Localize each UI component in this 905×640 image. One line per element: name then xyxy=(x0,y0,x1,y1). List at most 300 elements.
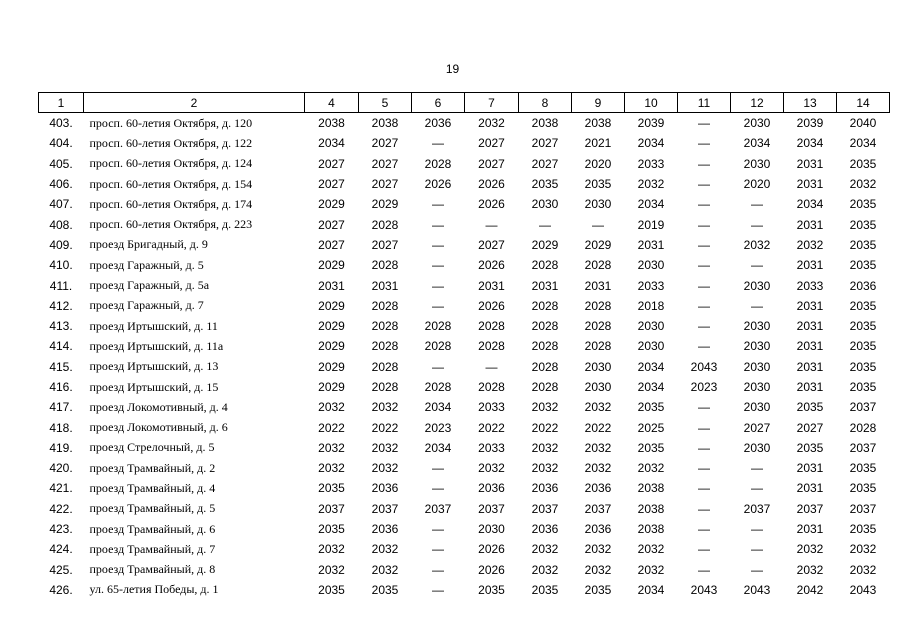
year-cell: 2032 xyxy=(371,562,399,577)
address-cell: просп. 60-летия Октября, д. 120 xyxy=(89,115,253,130)
year-cell: 2035 xyxy=(318,481,345,496)
year-cell: 2031 xyxy=(796,339,824,354)
year-cell: 2032 xyxy=(796,542,824,557)
year-cell: 2032 xyxy=(584,562,612,577)
year-cell: 2030 xyxy=(743,359,771,374)
year-cell: 2035 xyxy=(849,339,877,354)
year-cell: 2035 xyxy=(849,258,877,273)
table-row xyxy=(39,275,890,295)
year-cell: — xyxy=(432,298,444,313)
year-cell: 2032 xyxy=(371,542,399,557)
year-cell: 2036 xyxy=(849,278,877,293)
year-cell: 2030 xyxy=(584,197,612,212)
year-cell: — xyxy=(698,461,710,476)
table-row xyxy=(39,438,890,458)
year-cell: — xyxy=(432,136,444,151)
year-cell: 2028 xyxy=(371,258,399,273)
table-row xyxy=(39,560,890,580)
year-cell: 2032 xyxy=(743,237,771,252)
year-cell: 2026 xyxy=(478,177,505,192)
year-cell: 2037 xyxy=(424,501,452,516)
year-cell: 2028 xyxy=(371,217,399,232)
table-row xyxy=(39,519,890,539)
column-header-4: 5 xyxy=(359,93,412,113)
year-cell: 2034 xyxy=(637,136,665,151)
year-cell: 2031 xyxy=(478,278,505,293)
year-cell: 2022 xyxy=(318,420,345,435)
row-number: 426. xyxy=(49,582,73,597)
year-cell: 2035 xyxy=(849,237,877,252)
year-cell: — xyxy=(432,461,444,476)
year-cell: — xyxy=(432,522,444,537)
row-number: 412. xyxy=(49,298,73,313)
year-cell: 2032 xyxy=(584,542,612,557)
year-cell: 2032 xyxy=(478,116,505,131)
year-cell: — xyxy=(698,177,710,192)
year-cell: 2025 xyxy=(637,420,665,435)
year-cell: 2028 xyxy=(531,380,559,394)
year-cell: — xyxy=(698,542,710,557)
row-number: 407. xyxy=(49,197,73,212)
address-cell: просп. 60-летия Октября, д. 122 xyxy=(89,135,253,150)
year-cell: 2035 xyxy=(849,522,877,537)
year-cell: 2038 xyxy=(371,116,399,131)
year-cell: — xyxy=(698,237,710,252)
table-row xyxy=(39,357,890,377)
year-cell: 2018 xyxy=(637,298,665,313)
year-cell: 2032 xyxy=(371,440,399,455)
year-cell: 2031 xyxy=(796,298,824,313)
table-row xyxy=(39,113,890,134)
year-cell: 2032 xyxy=(796,562,824,577)
table-row xyxy=(39,316,890,336)
year-cell: 2033 xyxy=(478,400,505,415)
year-cell: 2032 xyxy=(531,562,559,577)
year-cell: 2035 xyxy=(849,197,877,212)
row-number: 416. xyxy=(49,380,73,394)
year-cell: 2026 xyxy=(478,562,505,577)
year-cell: 2029 xyxy=(531,237,559,252)
year-cell: 2027 xyxy=(743,420,771,435)
year-cell: 2030 xyxy=(637,319,665,334)
year-cell: 2036 xyxy=(478,481,505,496)
year-cell: — xyxy=(698,116,710,131)
year-cell: 2043 xyxy=(690,359,718,374)
year-cell: 2039 xyxy=(637,116,665,131)
row-number: 404. xyxy=(49,136,73,151)
year-cell: 2028 xyxy=(478,339,505,354)
column-header-7: 8 xyxy=(519,93,572,113)
year-cell: — xyxy=(432,359,444,374)
year-cell: 2036 xyxy=(371,481,399,496)
year-cell: — xyxy=(698,481,710,496)
year-cell: 2034 xyxy=(424,440,452,455)
column-header-10: 11 xyxy=(678,93,731,113)
year-cell: 2035 xyxy=(849,461,877,476)
year-cell: 2032 xyxy=(531,461,559,476)
year-cell: — xyxy=(698,298,710,313)
year-cell: 2027 xyxy=(318,237,345,252)
year-cell: 2022 xyxy=(371,420,399,435)
year-cell: 2028 xyxy=(531,359,559,374)
year-cell: 2032 xyxy=(371,461,399,476)
year-cell: 2038 xyxy=(637,481,665,496)
year-cell: 2028 xyxy=(584,298,612,313)
year-cell: 2035 xyxy=(371,582,399,597)
year-cell: — xyxy=(432,562,444,577)
year-cell: 2031 xyxy=(796,177,824,192)
row-number: 414. xyxy=(49,339,73,354)
year-cell: 2032 xyxy=(318,461,345,476)
row-number: 418. xyxy=(49,420,73,435)
year-cell: 2036 xyxy=(531,522,559,537)
year-cell: — xyxy=(698,522,710,537)
year-cell: 2022 xyxy=(531,420,559,435)
year-cell: 2029 xyxy=(371,197,399,212)
year-cell: 2030 xyxy=(637,339,665,354)
address-cell: проезд Гаражный, д. 5а xyxy=(89,278,210,293)
year-cell: — xyxy=(751,217,763,232)
year-cell: 2030 xyxy=(584,359,612,374)
table-row xyxy=(39,255,890,275)
year-cell: 2031 xyxy=(796,522,824,537)
year-cell: 2026 xyxy=(424,177,452,192)
address-cell: проезд Стрелочный, д. 5 xyxy=(89,440,215,455)
year-cell: 2028 xyxy=(849,420,877,435)
year-cell: 2037 xyxy=(371,501,399,516)
year-cell: 2034 xyxy=(637,380,665,394)
year-cell: — xyxy=(485,359,498,374)
year-cell: 2037 xyxy=(531,501,559,516)
year-cell: 2032 xyxy=(849,562,877,577)
year-cell: 2035 xyxy=(318,582,345,597)
year-cell: 2027 xyxy=(318,156,345,171)
year-cell: 2029 xyxy=(318,359,345,374)
table-row xyxy=(39,214,890,234)
year-cell: 2032 xyxy=(318,562,345,577)
address-cell: проезд Иртышский, д. 15 xyxy=(89,379,219,394)
year-cell: 2026 xyxy=(478,258,505,273)
column-header-6: 7 xyxy=(465,93,519,113)
year-cell: 2038 xyxy=(637,522,665,537)
address-cell: проезд Иртышский, д. 11а xyxy=(89,338,224,353)
year-cell: 2031 xyxy=(531,278,559,293)
year-cell: 2032 xyxy=(637,177,665,192)
year-cell: 2028 xyxy=(531,258,559,273)
row-number: 411. xyxy=(49,278,73,293)
year-cell: 2039 xyxy=(796,116,824,131)
year-cell: 2030 xyxy=(531,197,559,212)
year-cell: 2032 xyxy=(318,542,345,557)
year-cell: 2030 xyxy=(743,156,771,171)
year-cell: — xyxy=(698,562,710,577)
year-cell: 2027 xyxy=(478,156,505,171)
year-cell: 2028 xyxy=(371,380,399,394)
year-cell: — xyxy=(698,136,710,151)
year-cell: 2032 xyxy=(637,461,665,476)
table-row xyxy=(39,458,890,478)
table-row xyxy=(39,417,890,437)
year-cell: 2031 xyxy=(796,319,824,334)
year-cell: 2028 xyxy=(371,298,399,313)
year-cell: 2035 xyxy=(849,217,877,232)
address-cell: проезд Гаражный, д. 5 xyxy=(89,257,204,272)
year-cell: 2035 xyxy=(584,582,612,597)
year-cell: — xyxy=(751,197,763,212)
address-cell: просп. 60-летия Октября, д. 124 xyxy=(89,156,253,171)
year-cell: 2035 xyxy=(531,177,559,192)
row-number: 409. xyxy=(49,237,73,252)
year-cell: 2027 xyxy=(371,156,399,171)
page-number: 19 xyxy=(445,62,460,76)
column-header-5: 6 xyxy=(412,93,465,113)
year-cell: 2037 xyxy=(849,501,877,516)
year-cell: 2028 xyxy=(584,258,612,273)
column-header-9: 10 xyxy=(625,93,678,113)
year-cell: 2027 xyxy=(318,217,345,232)
year-cell: 2035 xyxy=(796,440,824,455)
year-cell: 2030 xyxy=(743,116,771,131)
table-row xyxy=(39,377,890,397)
year-cell: 2029 xyxy=(318,339,345,354)
year-cell: 2035 xyxy=(584,177,612,192)
year-cell: 2033 xyxy=(478,440,505,455)
year-cell: 2031 xyxy=(796,258,824,273)
year-cell: 2031 xyxy=(796,359,824,374)
year-cell: 2035 xyxy=(796,400,824,415)
address-cell: проезд Иртышский, д. 11 xyxy=(89,318,218,333)
year-cell: 2035 xyxy=(849,380,877,394)
year-cell: 2043 xyxy=(849,582,877,597)
row-number: 406. xyxy=(49,177,73,192)
row-number: 422. xyxy=(49,501,73,516)
year-cell: — xyxy=(698,400,710,415)
year-cell: — xyxy=(751,461,763,476)
table-row xyxy=(39,296,890,316)
year-cell: — xyxy=(592,217,604,232)
year-cell: 2028 xyxy=(478,319,505,334)
year-cell: 2032 xyxy=(637,542,665,557)
year-cell: 2031 xyxy=(318,278,345,293)
column-header-3: 4 xyxy=(305,93,359,113)
column-header-8: 9 xyxy=(572,93,625,113)
year-cell: — xyxy=(432,582,444,597)
table-row xyxy=(39,154,890,174)
year-cell: 2027 xyxy=(371,237,399,252)
year-cell: 2031 xyxy=(584,278,612,293)
year-cell: 2030 xyxy=(743,319,771,334)
year-cell: 2036 xyxy=(584,481,612,496)
year-cell: 2032 xyxy=(531,440,559,455)
year-cell: 2032 xyxy=(318,400,345,415)
year-cell: — xyxy=(751,298,763,313)
year-cell: 2031 xyxy=(796,380,824,394)
year-cell: — xyxy=(432,237,444,252)
year-cell: 2028 xyxy=(531,298,559,313)
year-cell: 2032 xyxy=(584,440,612,455)
year-cell: 2035 xyxy=(849,298,877,313)
address-cell: проезд Гаражный, д. 7 xyxy=(89,298,204,313)
year-cell: 2035 xyxy=(849,156,877,171)
year-cell: 2020 xyxy=(743,177,771,192)
year-cell: 2040 xyxy=(849,116,877,131)
year-cell: 2028 xyxy=(424,339,452,354)
year-cell: 2037 xyxy=(318,501,345,516)
year-cell: 2036 xyxy=(424,116,452,131)
year-cell: — xyxy=(539,217,551,232)
year-cell: 2030 xyxy=(584,380,612,394)
year-cell: 2030 xyxy=(743,339,771,354)
year-cell: 2029 xyxy=(318,319,345,334)
year-cell: 2034 xyxy=(796,136,824,151)
table-row xyxy=(39,580,890,600)
year-cell: 2034 xyxy=(743,136,771,151)
year-cell: 2032 xyxy=(849,542,877,557)
row-number: 417. xyxy=(49,400,73,415)
address-cell: проезд Локомотивный, д. 4 xyxy=(89,399,228,414)
address-cell: проезд Трамвайный, д. 8 xyxy=(89,562,216,577)
year-cell: 2034 xyxy=(637,359,665,374)
year-cell: — xyxy=(698,278,710,293)
year-cell: 2028 xyxy=(531,319,559,334)
year-cell: 2034 xyxy=(637,582,665,597)
year-cell: 2027 xyxy=(371,177,399,192)
year-cell: 2027 xyxy=(531,136,559,151)
row-number: 410. xyxy=(49,258,73,273)
year-cell: — xyxy=(698,319,710,334)
row-number: 421. xyxy=(49,481,73,496)
address-cell: проезд Бригадный, д. 9 xyxy=(89,237,208,252)
year-cell: 2035 xyxy=(478,582,505,597)
column-header-11: 12 xyxy=(731,93,784,113)
column-header-13: 14 xyxy=(837,93,890,113)
year-cell: 2026 xyxy=(478,298,505,313)
row-number: 413. xyxy=(49,319,73,334)
address-cell: ул. 65-летия Победы, д. 1 xyxy=(89,582,219,597)
year-cell: 2037 xyxy=(584,501,612,516)
year-cell: — xyxy=(698,440,710,455)
year-cell: 2032 xyxy=(849,177,877,192)
year-cell: — xyxy=(485,217,498,232)
year-cell: 2029 xyxy=(318,258,345,273)
year-cell: — xyxy=(751,481,763,496)
year-cell: 2032 xyxy=(371,400,399,415)
year-cell: 2043 xyxy=(690,582,718,597)
address-cell: просп. 60-летия Октября, д. 154 xyxy=(89,176,253,191)
year-cell: 2027 xyxy=(318,177,345,192)
year-cell: 2027 xyxy=(531,156,559,171)
year-cell: 2032 xyxy=(796,237,824,252)
address-cell: проезд Локомотивный, д. 6 xyxy=(89,420,228,435)
year-cell: 2029 xyxy=(318,197,345,212)
row-number: 420. xyxy=(49,461,73,476)
address-cell: просп. 60-летия Октября, д. 174 xyxy=(89,196,253,211)
year-cell: 2033 xyxy=(796,278,824,293)
year-cell: 2037 xyxy=(743,501,771,516)
row-number: 405. xyxy=(49,156,73,171)
year-cell: 2027 xyxy=(478,237,505,252)
year-cell: 2031 xyxy=(796,461,824,476)
year-cell: — xyxy=(698,156,710,171)
year-cell: 2032 xyxy=(478,461,505,476)
year-cell: 2036 xyxy=(531,481,559,496)
year-cell: 2030 xyxy=(743,380,771,394)
year-cell: 2030 xyxy=(478,522,505,537)
year-cell: — xyxy=(432,481,444,496)
year-cell: 2037 xyxy=(796,501,824,516)
year-cell: 2037 xyxy=(849,400,877,415)
row-number: 408. xyxy=(49,217,73,232)
year-cell: 2028 xyxy=(371,319,399,334)
table-row xyxy=(39,194,890,214)
year-cell: 2036 xyxy=(584,522,612,537)
address-cell: проезд Трамвайный, д. 6 xyxy=(89,521,216,536)
year-cell: — xyxy=(432,217,444,232)
address-cell: проезд Иртышский, д. 13 xyxy=(89,359,219,374)
year-cell: 2026 xyxy=(478,197,505,212)
table-row xyxy=(39,539,890,559)
year-cell: 2036 xyxy=(371,522,399,537)
year-cell: — xyxy=(751,562,763,577)
year-cell: 2022 xyxy=(478,420,505,435)
year-cell: 2030 xyxy=(743,278,771,293)
year-cell: 2035 xyxy=(637,440,665,455)
year-cell: 2031 xyxy=(796,217,824,232)
year-cell: 2035 xyxy=(849,359,877,374)
year-cell: 2037 xyxy=(478,501,505,516)
year-cell: — xyxy=(698,420,710,435)
table-row xyxy=(39,133,890,153)
year-cell: — xyxy=(751,258,763,273)
year-cell: 2027 xyxy=(478,136,505,151)
year-cell: 2028 xyxy=(371,359,399,374)
year-cell: 2028 xyxy=(584,319,612,334)
year-cell: — xyxy=(698,197,710,212)
year-cell: 2035 xyxy=(849,319,877,334)
year-cell: 2031 xyxy=(371,278,399,293)
year-cell: — xyxy=(698,217,710,232)
row-number: 415. xyxy=(49,359,73,374)
year-cell: 2028 xyxy=(531,339,559,354)
year-cell: 2034 xyxy=(424,400,452,415)
address-cell: проезд Трамвайный, д. 7 xyxy=(89,541,216,556)
year-cell: 2032 xyxy=(584,461,612,476)
row-number: 423. xyxy=(49,522,73,537)
year-cell: — xyxy=(698,339,710,354)
table-body xyxy=(39,113,890,601)
year-cell: 2019 xyxy=(637,217,665,232)
table-row xyxy=(39,397,890,417)
column-header-1: 1 xyxy=(39,93,84,113)
year-cell: 2038 xyxy=(584,116,612,131)
year-cell: 2034 xyxy=(318,136,345,151)
year-cell: 2038 xyxy=(637,501,665,516)
year-cell: — xyxy=(432,197,444,212)
year-cell: 2030 xyxy=(743,400,771,415)
year-cell: 2033 xyxy=(637,278,665,293)
row-number: 425. xyxy=(49,562,73,577)
row-number: 424. xyxy=(49,542,73,557)
schedule-table xyxy=(38,92,890,600)
year-cell: 2027 xyxy=(796,420,824,435)
year-cell: 2043 xyxy=(743,582,771,597)
table-row xyxy=(39,478,890,498)
header-row xyxy=(39,93,890,113)
column-header-12: 13 xyxy=(784,93,837,113)
year-cell: — xyxy=(751,542,763,557)
address-cell: проезд Трамвайный, д. 4 xyxy=(89,480,216,495)
year-cell: 2033 xyxy=(637,156,665,171)
